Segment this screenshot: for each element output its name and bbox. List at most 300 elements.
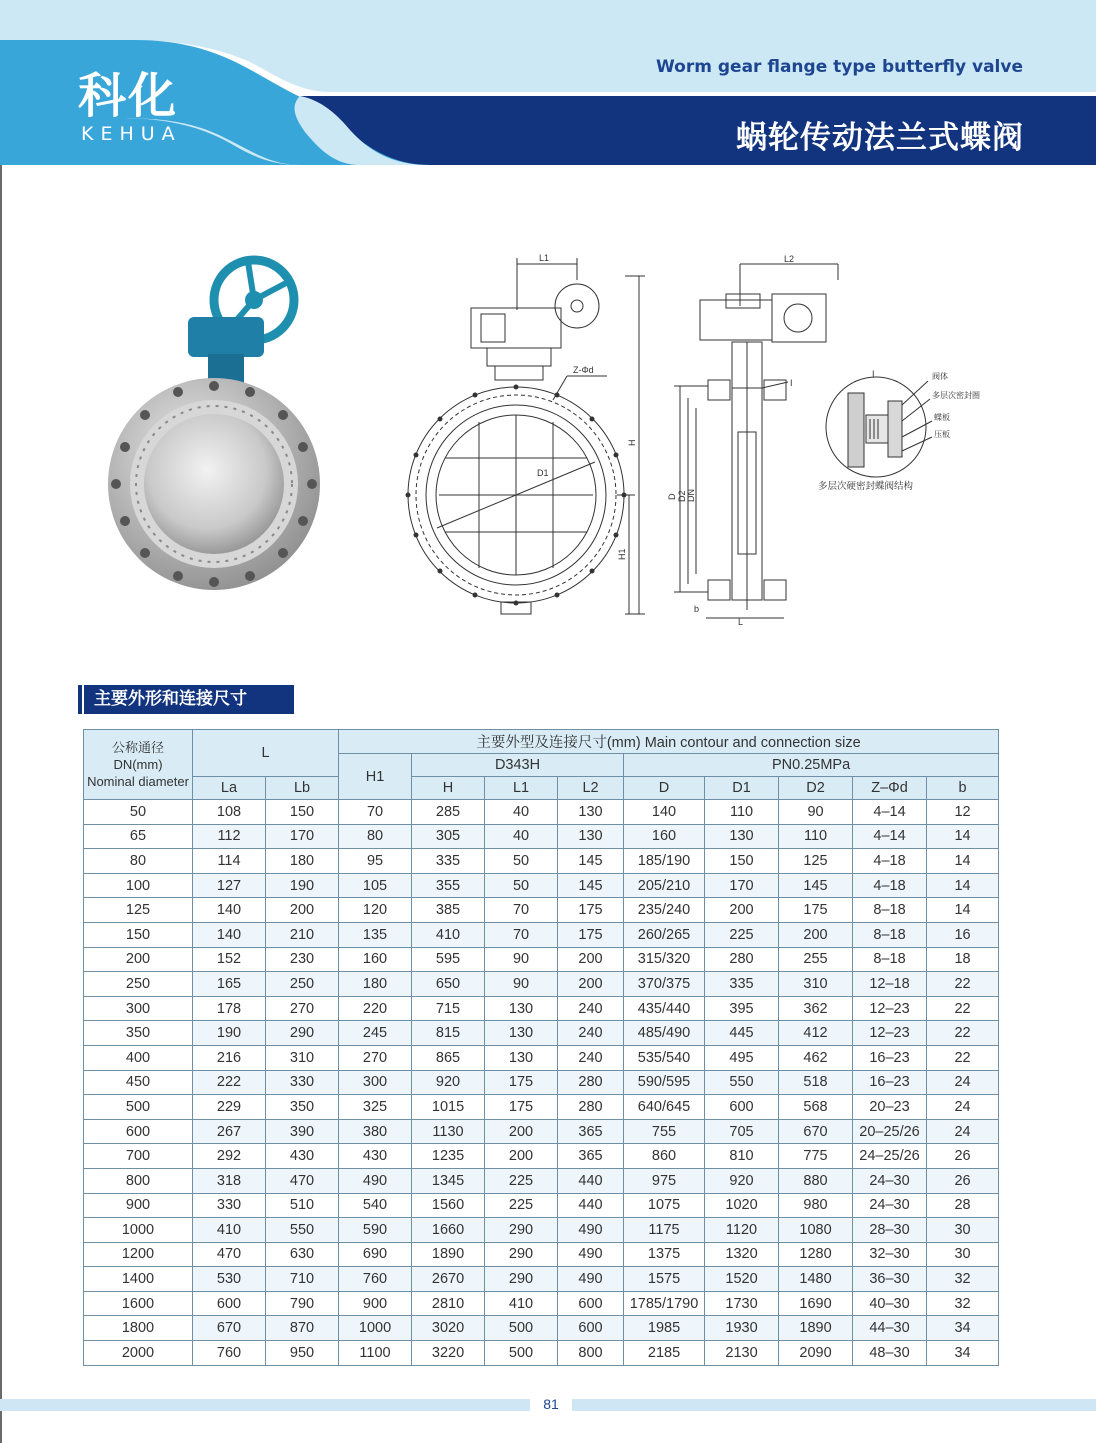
table-cell: 130: [558, 800, 624, 825]
table-cell: 240: [558, 1045, 624, 1070]
table-cell: 50: [485, 873, 558, 898]
table-cell: 440: [558, 1193, 624, 1218]
table-cell: 400: [84, 1045, 193, 1070]
header-h: H: [412, 777, 485, 800]
table-cell: 430: [339, 1144, 412, 1169]
label-dn: DN: [686, 489, 696, 502]
brand-logo-cn: 科化: [78, 68, 179, 124]
table-cell: 26: [927, 1144, 999, 1169]
table-cell: 370/375: [624, 972, 705, 997]
table-row: [84, 1218, 999, 1243]
table-cell: 500: [84, 1095, 193, 1120]
page-number: 81: [543, 1396, 559, 1412]
table-cell: 450: [84, 1070, 193, 1095]
table-cell: 355: [412, 873, 485, 898]
table-cell: 4–18: [853, 849, 927, 874]
table-row: [84, 1045, 999, 1070]
table-cell: 24: [927, 1095, 999, 1120]
table-cell: 170: [266, 824, 339, 849]
table-cell: 1175: [624, 1218, 705, 1243]
table-cell: 216: [193, 1045, 266, 1070]
table-cell: 22: [927, 996, 999, 1021]
table-cell: 2000: [84, 1341, 193, 1366]
table-cell: 430: [266, 1144, 339, 1169]
table-cell: 1020: [705, 1193, 779, 1218]
table-cell: 200: [84, 947, 193, 972]
table-cell: 2185: [624, 1341, 705, 1366]
table-cell: 590/595: [624, 1070, 705, 1095]
header-d: D: [624, 777, 705, 800]
table-cell: 318: [193, 1168, 266, 1193]
table-cell: 1890: [779, 1316, 853, 1341]
table-cell: 145: [779, 873, 853, 898]
table-cell: 12–23: [853, 1021, 927, 1046]
table-cell: 1930: [705, 1316, 779, 1341]
table-cell: 550: [705, 1070, 779, 1095]
section-title-bar: [78, 685, 82, 714]
table-cell: 110: [779, 824, 853, 849]
table-row: [84, 1291, 999, 1316]
table-cell: 1320: [705, 1242, 779, 1267]
table-cell: 670: [193, 1316, 266, 1341]
table-cell: 715: [412, 996, 485, 1021]
table-cell: 290: [485, 1267, 558, 1292]
table-cell: 350: [84, 1021, 193, 1046]
table-cell: 250: [266, 972, 339, 997]
table-cell: 170: [705, 873, 779, 898]
table-cell: 20–23: [853, 1095, 927, 1120]
table-cell: 127: [193, 873, 266, 898]
table-cell: 112: [193, 824, 266, 849]
header-dn-cn: 公称通径: [111, 740, 164, 755]
table-cell: 22: [927, 1021, 999, 1046]
label-l2: L2: [784, 254, 795, 264]
header-main: 主要外型及连接尺寸(mm) Main contour and connection size: [339, 730, 999, 754]
table-cell: 14: [927, 873, 999, 898]
section-title: [78, 685, 294, 714]
table-cell: 130: [485, 996, 558, 1021]
table-cell: 175: [485, 1070, 558, 1095]
table-cell: 980: [779, 1193, 853, 1218]
table-row: [84, 1316, 999, 1341]
table-cell: 600: [84, 1119, 193, 1144]
table-cell: 550: [266, 1218, 339, 1243]
table-cell: 810: [705, 1144, 779, 1169]
table-cell: 490: [339, 1168, 412, 1193]
table-cell: 900: [84, 1193, 193, 1218]
table-cell: 190: [266, 873, 339, 898]
table-cell: 1600: [84, 1291, 193, 1316]
table-cell: 12–18: [853, 972, 927, 997]
table-row: [84, 1267, 999, 1292]
table-cell: 70: [339, 800, 412, 825]
table-cell: 175: [558, 922, 624, 947]
callout-valve-body: 阀体: [932, 372, 948, 381]
valve-photo: [108, 252, 340, 622]
table-cell: 365: [558, 1144, 624, 1169]
table-cell: 225: [485, 1168, 558, 1193]
table-cell: 135: [339, 922, 412, 947]
table-cell: 160: [339, 947, 412, 972]
table-cell: 490: [558, 1242, 624, 1267]
page-title-en: Worm gear flange type butterfly valve: [656, 57, 1023, 77]
label-h1: H1: [617, 548, 627, 560]
table-cell: 670: [779, 1119, 853, 1144]
table-cell: 24: [927, 1119, 999, 1144]
table-cell: 130: [485, 1021, 558, 1046]
seal-detail-drawing: [818, 365, 1018, 515]
table-cell: 24–30: [853, 1193, 927, 1218]
table-cell: 900: [339, 1291, 412, 1316]
table-cell: 540: [339, 1193, 412, 1218]
table-cell: 650: [412, 972, 485, 997]
table-cell: 140: [624, 800, 705, 825]
table-row: [84, 922, 999, 947]
table-cell: 3220: [412, 1341, 485, 1366]
table-row: [84, 1193, 999, 1218]
table-row: [84, 1168, 999, 1193]
table-cell: 800: [84, 1168, 193, 1193]
product-figures: [0, 240, 1096, 640]
table-cell: 200: [705, 898, 779, 923]
table-cell: 1075: [624, 1193, 705, 1218]
table-cell: 267: [193, 1119, 266, 1144]
table-cell: 32: [927, 1267, 999, 1292]
table-row: [84, 1095, 999, 1120]
table-cell: 270: [339, 1045, 412, 1070]
table-cell: 14: [927, 898, 999, 923]
table-cell: 385: [412, 898, 485, 923]
table-cell: 50: [485, 849, 558, 874]
table-cell: 1100: [339, 1341, 412, 1366]
table-cell: 18: [927, 947, 999, 972]
page-title-cn: 蜗轮传动法兰式蝶阀: [736, 120, 1024, 156]
table-cell: 1730: [705, 1291, 779, 1316]
table-cell: 145: [558, 849, 624, 874]
detail-marker: I: [872, 369, 875, 379]
table-cell: 160: [624, 824, 705, 849]
table-cell: 230: [266, 947, 339, 972]
table-cell: 2670: [412, 1267, 485, 1292]
table-cell: 222: [193, 1070, 266, 1095]
table-cell: 1080: [779, 1218, 853, 1243]
label-h: H: [627, 439, 637, 446]
table-row: [84, 1070, 999, 1095]
table-cell: 240: [558, 1021, 624, 1046]
table-cell: 40: [485, 824, 558, 849]
label-d1: D1: [537, 468, 549, 478]
table-cell: 1280: [779, 1242, 853, 1267]
table-cell: 150: [705, 849, 779, 874]
table-cell: 4–14: [853, 824, 927, 849]
table-cell: 4–18: [853, 873, 927, 898]
table-cell: 8–18: [853, 922, 927, 947]
table-cell: 1520: [705, 1267, 779, 1292]
table-cell: 80: [339, 824, 412, 849]
table-row: [84, 824, 999, 849]
table-cell: 860: [624, 1144, 705, 1169]
table-cell: 125: [84, 898, 193, 923]
label-z-phi-d: Z-Φd: [573, 365, 594, 375]
table-cell: 390: [266, 1119, 339, 1144]
table-cell: 210: [266, 922, 339, 947]
table-cell: 435/440: [624, 996, 705, 1021]
table-cell: 330: [266, 1070, 339, 1095]
table-cell: 290: [485, 1218, 558, 1243]
table-cell: 1480: [779, 1267, 853, 1292]
table-cell: 95: [339, 849, 412, 874]
table-row: [84, 800, 999, 825]
table-cell: 485/490: [624, 1021, 705, 1046]
table-cell: 235/240: [624, 898, 705, 923]
header-d1: D1: [705, 777, 779, 800]
table-cell: 290: [485, 1242, 558, 1267]
table-row: [84, 1021, 999, 1046]
table-row: [84, 947, 999, 972]
table-cell: 140: [193, 922, 266, 947]
table-cell: 950: [266, 1341, 339, 1366]
table-cell: 410: [485, 1291, 558, 1316]
table-cell: 350: [266, 1095, 339, 1120]
header-pn: PN0.25MPa: [624, 754, 999, 777]
table-cell: 255: [779, 947, 853, 972]
table-cell: 1000: [84, 1218, 193, 1243]
table-cell: 240: [558, 996, 624, 1021]
table-cell: 48–30: [853, 1341, 927, 1366]
page-footer: [0, 1398, 1096, 1414]
table-cell: 335: [412, 849, 485, 874]
table-cell: 595: [412, 947, 485, 972]
table-cell: 20–25/26: [853, 1119, 927, 1144]
header-dn: [84, 730, 193, 800]
table-cell: 535/540: [624, 1045, 705, 1070]
table-cell: 920: [705, 1168, 779, 1193]
table-cell: 16–23: [853, 1045, 927, 1070]
table-cell: 40–30: [853, 1291, 927, 1316]
table-cell: 34: [927, 1341, 999, 1366]
table-cell: 310: [266, 1045, 339, 1070]
detail-caption: 多层次硬密封蝶阀结构: [818, 481, 914, 492]
table-cell: 200: [558, 972, 624, 997]
table-cell: 28–30: [853, 1218, 927, 1243]
header-l1: L1: [485, 777, 558, 800]
table-row: [84, 1119, 999, 1144]
table-cell: 412: [779, 1021, 853, 1046]
table-cell: 470: [193, 1242, 266, 1267]
table-cell: 108: [193, 800, 266, 825]
front-view-drawing: [395, 250, 665, 620]
table-cell: 50: [84, 800, 193, 825]
table-cell: 410: [193, 1218, 266, 1243]
table-cell: 690: [339, 1242, 412, 1267]
table-cell: 130: [485, 1045, 558, 1070]
table-cell: 760: [193, 1341, 266, 1366]
table-cell: 175: [558, 898, 624, 923]
table-cell: 270: [266, 996, 339, 1021]
table-cell: 815: [412, 1021, 485, 1046]
footer-line-left: [0, 1399, 530, 1411]
table-cell: 865: [412, 1045, 485, 1070]
table-cell: 130: [705, 824, 779, 849]
table-cell: 710: [266, 1267, 339, 1292]
table-cell: 1785/1790: [624, 1291, 705, 1316]
table-cell: 380: [339, 1119, 412, 1144]
table-cell: 165: [193, 972, 266, 997]
table-cell: 3020: [412, 1316, 485, 1341]
table-cell: 495: [705, 1045, 779, 1070]
table-cell: 775: [779, 1144, 853, 1169]
table-cell: 175: [779, 898, 853, 923]
table-cell: 1560: [412, 1193, 485, 1218]
table-cell: 30: [927, 1218, 999, 1243]
table-cell: 335: [705, 972, 779, 997]
table-cell: 365: [558, 1119, 624, 1144]
table-cell: 640/645: [624, 1095, 705, 1120]
table-cell: 285: [412, 800, 485, 825]
table-cell: 8–18: [853, 947, 927, 972]
table-cell: 790: [266, 1291, 339, 1316]
table-cell: 34: [927, 1316, 999, 1341]
table-cell: 1015: [412, 1095, 485, 1120]
table-cell: 490: [558, 1218, 624, 1243]
table-cell: 152: [193, 947, 266, 972]
table-cell: 530: [193, 1267, 266, 1292]
table-cell: 32: [927, 1291, 999, 1316]
table-cell: 705: [705, 1119, 779, 1144]
table-cell: 760: [339, 1267, 412, 1292]
callout-seal-ring: 多层次密封圈: [932, 391, 980, 400]
table-cell: 180: [266, 849, 339, 874]
table-cell: 200: [485, 1144, 558, 1169]
table-cell: 330: [193, 1193, 266, 1218]
header-b: b: [927, 777, 999, 800]
left-margin-rule: [0, 0, 2, 1443]
table-cell: 1400: [84, 1267, 193, 1292]
label-l1: L1: [539, 253, 550, 263]
table-cell: 80: [84, 849, 193, 874]
header-d343h: D343H: [412, 754, 624, 777]
table-cell: 90: [779, 800, 853, 825]
table-cell: 30: [927, 1242, 999, 1267]
table-cell: 225: [485, 1193, 558, 1218]
table-cell: 510: [266, 1193, 339, 1218]
table-cell: 250: [84, 972, 193, 997]
table-cell: 4–14: [853, 800, 927, 825]
table-cell: 14: [927, 849, 999, 874]
table-cell: 1345: [412, 1168, 485, 1193]
table-cell: 110: [705, 800, 779, 825]
table-row: [84, 849, 999, 874]
table-cell: 100: [84, 873, 193, 898]
section-title-label: 主要外形和连接尺寸: [84, 685, 294, 714]
table-cell: 24: [927, 1070, 999, 1095]
table-cell: 2130: [705, 1341, 779, 1366]
header-z-phi-d: Z–Φd: [853, 777, 927, 800]
header-d2: D2: [779, 777, 853, 800]
table-cell: 12: [927, 800, 999, 825]
table-cell: 305: [412, 824, 485, 849]
table-cell: 130: [558, 824, 624, 849]
table-cell: 300: [339, 1070, 412, 1095]
table-cell: 1000: [339, 1316, 412, 1341]
callout-press-plate: 压板: [934, 430, 950, 439]
table-cell: 395: [705, 996, 779, 1021]
table-cell: 470: [266, 1168, 339, 1193]
table-cell: 120: [339, 898, 412, 923]
table-cell: 1200: [84, 1242, 193, 1267]
table-cell: 300: [84, 996, 193, 1021]
table-cell: 205/210: [624, 873, 705, 898]
table-cell: 2090: [779, 1341, 853, 1366]
table-cell: 245: [339, 1021, 412, 1046]
table-cell: 880: [779, 1168, 853, 1193]
table-row: [84, 1242, 999, 1267]
table-cell: 1120: [705, 1218, 779, 1243]
label-i: I: [790, 378, 793, 388]
table-cell: 32–30: [853, 1242, 927, 1267]
table-cell: 1985: [624, 1316, 705, 1341]
table-cell: 150: [266, 800, 339, 825]
table-cell: 500: [485, 1341, 558, 1366]
header-dn-en: Nominal diameter: [87, 774, 189, 789]
table-cell: 220: [339, 996, 412, 1021]
label-l: L: [738, 617, 744, 625]
table-cell: 920: [412, 1070, 485, 1095]
table-cell: 600: [705, 1095, 779, 1120]
table-cell: 325: [339, 1095, 412, 1120]
table-cell: 90: [485, 947, 558, 972]
table-cell: 1235: [412, 1144, 485, 1169]
table-cell: 44–30: [853, 1316, 927, 1341]
table-cell: 70: [485, 898, 558, 923]
table-cell: 568: [779, 1095, 853, 1120]
table-cell: 125: [779, 849, 853, 874]
header-lb: Lb: [266, 777, 339, 800]
table-cell: 40: [485, 800, 558, 825]
table-cell: 200: [558, 947, 624, 972]
table-cell: 24–25/26: [853, 1144, 927, 1169]
callout-disc: 蝶板: [934, 413, 950, 422]
table-cell: 260/265: [624, 922, 705, 947]
table-cell: 22: [927, 972, 999, 997]
table-cell: 410: [412, 922, 485, 947]
label-d2: D2: [677, 490, 687, 502]
table-cell: 2810: [412, 1291, 485, 1316]
table-cell: 114: [193, 849, 266, 874]
table-cell: 28: [927, 1193, 999, 1218]
table-cell: 600: [193, 1291, 266, 1316]
table-cell: 975: [624, 1168, 705, 1193]
table-cell: 1130: [412, 1119, 485, 1144]
table-cell: 200: [779, 922, 853, 947]
table-cell: 280: [558, 1070, 624, 1095]
table-body: [84, 800, 999, 1366]
table-cell: 280: [558, 1095, 624, 1120]
table-cell: 1575: [624, 1267, 705, 1292]
table-cell: 24–30: [853, 1168, 927, 1193]
table-cell: 105: [339, 873, 412, 898]
table-cell: 16: [927, 922, 999, 947]
table-cell: 755: [624, 1119, 705, 1144]
table-row: [84, 972, 999, 997]
table-cell: 1890: [412, 1242, 485, 1267]
table-cell: 229: [193, 1095, 266, 1120]
table-cell: 600: [558, 1291, 624, 1316]
table-cell: 200: [485, 1119, 558, 1144]
table-row: [84, 1144, 999, 1169]
table-cell: 870: [266, 1316, 339, 1341]
table-cell: 280: [705, 947, 779, 972]
